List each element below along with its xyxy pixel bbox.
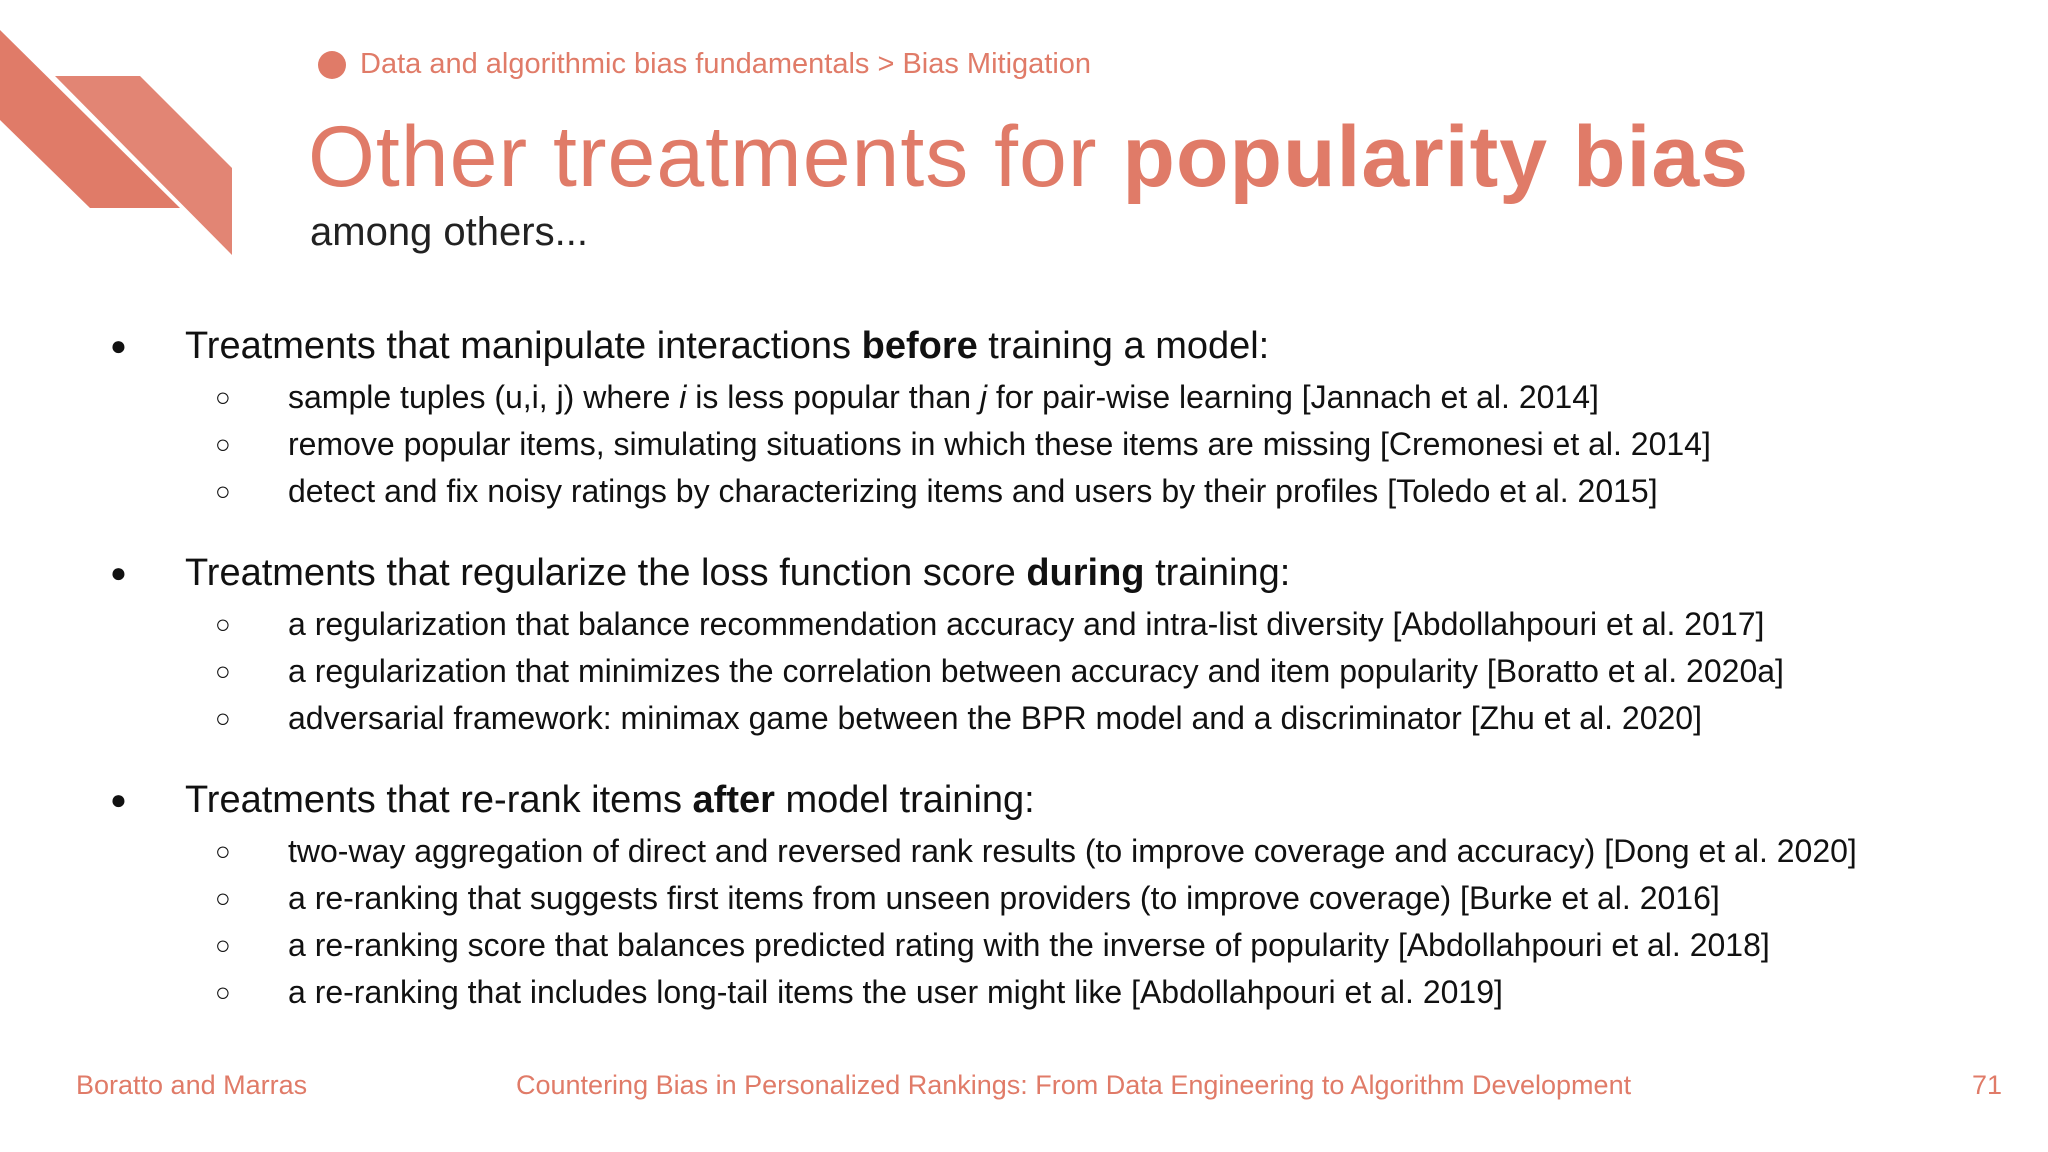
bullet-bold: during (1026, 552, 1145, 594)
bullet-bold: after (692, 779, 775, 821)
title-light: Other treatments for (308, 109, 1123, 205)
sub-bullet: ○ adversarial framework: minimax game between the BPR model and a discriminator [Zhu et al. 2020] (0, 695, 2048, 742)
bullet-heading (0, 318, 2048, 374)
sub-text: is less popular than (686, 379, 980, 415)
slide-title (308, 108, 1749, 207)
bullet-heading (0, 545, 2048, 601)
bullet-text: Treatments that manipulate interactions (185, 325, 862, 367)
bullet-text: training: (1144, 552, 1291, 594)
bullet-heading (0, 772, 2048, 828)
sub-italic: j (979, 379, 987, 415)
bullet-text: Treatments that regularize the loss function score (185, 552, 1027, 594)
breadcrumb-dot-icon (318, 51, 346, 79)
footer-authors: Boratto and Marras (76, 1070, 308, 1100)
sub-bullet: ○ a regularization that balance recommendation accuracy and intra-list diversity [Abdollahpouri et al. 2017] (0, 601, 2048, 648)
bullet-content (0, 318, 2048, 1046)
section-during (0, 545, 2048, 742)
decorative-stripes (0, 0, 240, 260)
section-after (0, 772, 2048, 1016)
breadcrumb (318, 48, 1091, 81)
bullet-text: Treatments that re-rank items (185, 779, 693, 821)
title-bold: popularity bias (1122, 109, 1750, 205)
section-before (0, 318, 2048, 515)
footer-talk-title: Countering Bias in Personalized Rankings: From Data Engineering to Algorithm Development (516, 1070, 1632, 1100)
footer-page-number: 71 (1971, 1070, 2002, 1100)
sub-bullet: ○ a re-ranking that includes long-tail items the user might like [Abdollahpouri et al. 2019] (0, 969, 2048, 1016)
sub-italic: i (679, 379, 687, 415)
sub-bullet (0, 374, 2048, 421)
sub-bullet: ○ a re-ranking that suggests first items from unseen providers (to improve coverage) [Burke et al. 2016] (0, 875, 2048, 922)
sub-bullet: ○ remove popular items, simulating situations in which these items are missing [Cremonesi et al. 2014] (0, 421, 2048, 468)
sub-bullet: ○ a re-ranking score that balances predicted rating with the inverse of popularity [Abdollahpouri et al. 2018] (0, 922, 2048, 969)
sub-text: sample tuples (u,i, j) where (288, 379, 680, 415)
breadcrumb-text: Data and algorithmic bias fundamentals > Bias Mitigation (360, 48, 1092, 80)
slide-subtitle: among others... (310, 210, 588, 254)
sub-bullet: ○ detect and fix noisy ratings by characterizing items and users by their profiles [Toledo et al. 2015] (0, 468, 2048, 515)
sub-text: for pair-wise learning [Jannach et al. 2014] (986, 379, 1599, 415)
bullet-text: model training: (774, 779, 1035, 821)
sub-bullet: ○ a regularization that minimizes the correlation between accuracy and item popularity [Boratto et al. 2020a] (0, 648, 2048, 695)
sub-bullet: ○ two-way aggregation of direct and reversed rank results (to improve coverage and accuracy) [Dong et al. 2020] (0, 828, 2048, 875)
bullet-bold: before (861, 325, 978, 367)
bullet-text: training a model: (977, 325, 1270, 367)
